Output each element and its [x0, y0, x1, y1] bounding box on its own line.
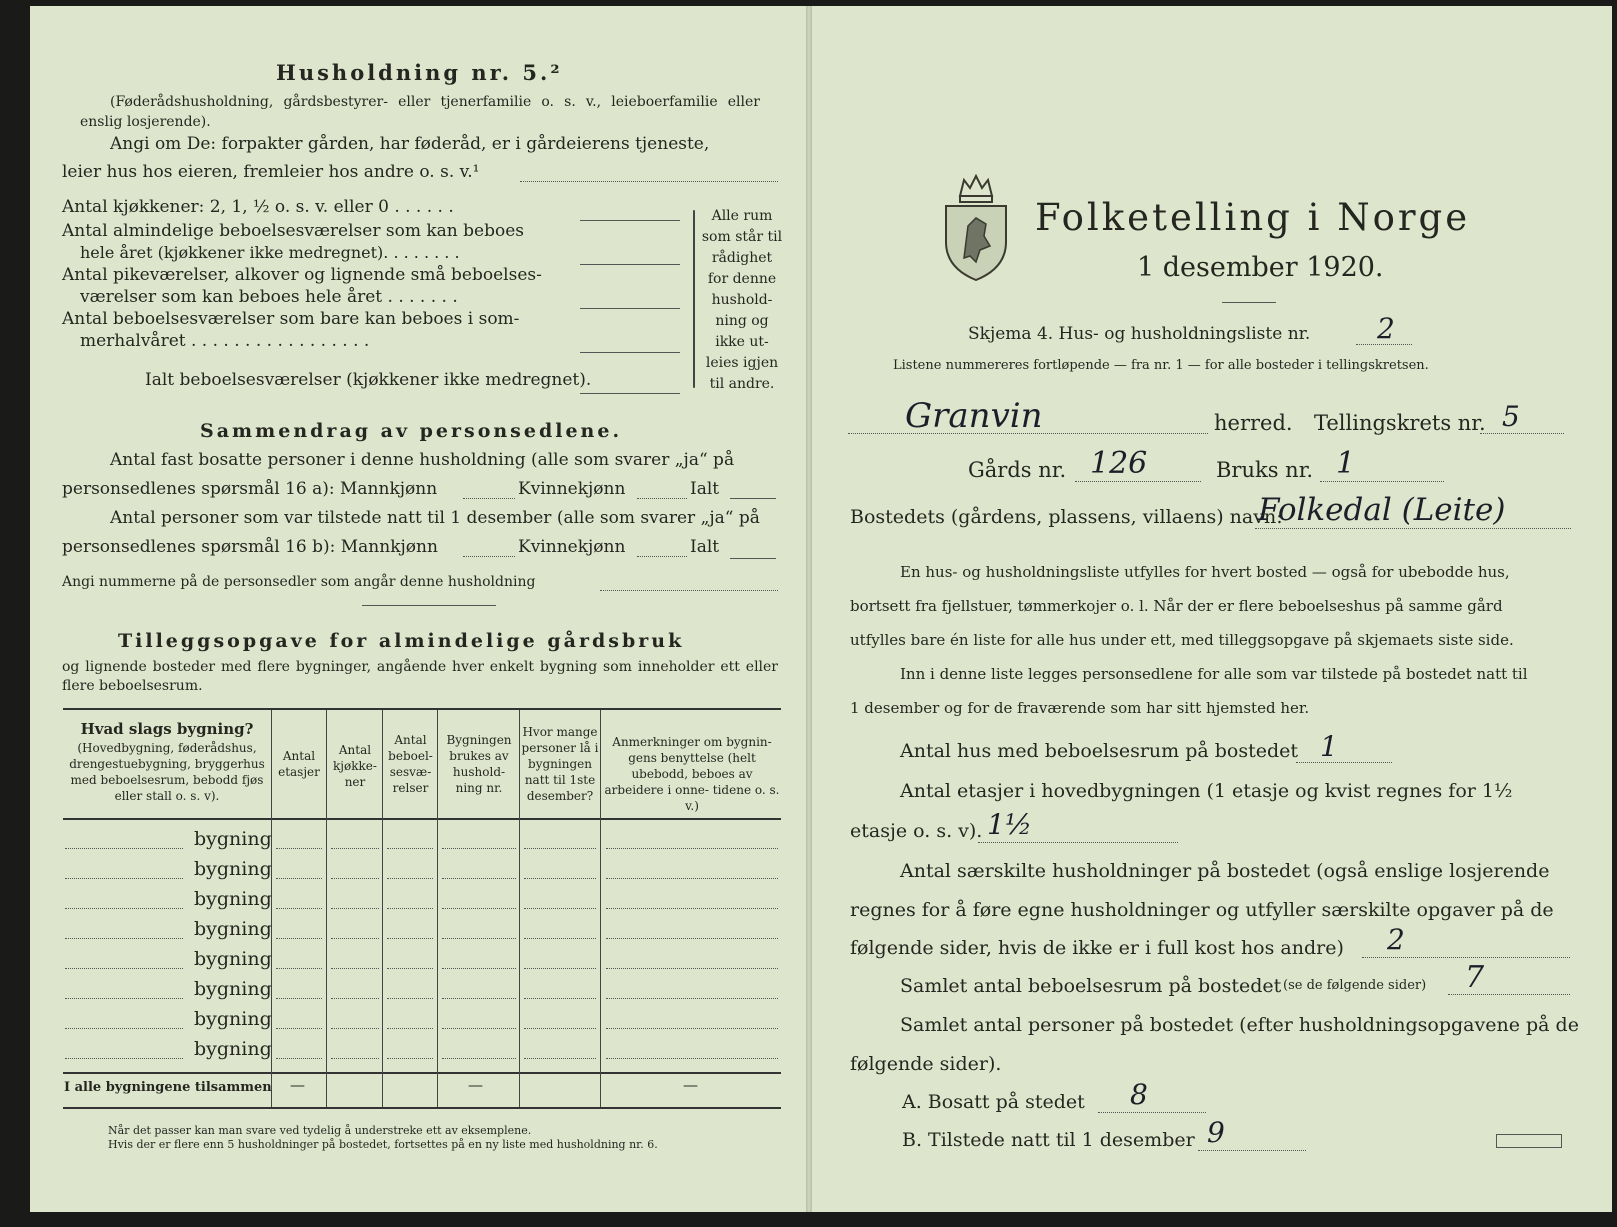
skjema-number: 2	[1377, 312, 1395, 345]
answer-line	[978, 842, 1178, 843]
answer-line	[580, 308, 680, 309]
q-pers-line2: følgende sider).	[850, 1053, 1002, 1075]
rooms-maid-cont: værelser som kan beboes hele året . . . . . . .	[80, 287, 458, 307]
th-building-type: Hvad slags bygning?	[80, 720, 254, 738]
ialt-label: Ialt	[690, 479, 720, 499]
angi-line2: leier hus hos eieren, fremleier hos andre o. s. v.¹	[62, 162, 480, 182]
q-etasjer-line2: etasje o. s. v).	[850, 820, 983, 842]
bygning-cell-line	[387, 848, 433, 849]
bygning-label: bygning	[194, 1038, 272, 1060]
answer-line	[637, 556, 687, 557]
q-bosatt-label: A. Bosatt på stedet	[902, 1091, 1085, 1113]
th-personer: Hvor mange personer lå i bygningen natt til 1ste desember?	[521, 725, 599, 803]
rooms-maid: Antal pikeværelser, alkover og lignende små beboelses-	[62, 265, 542, 285]
q-hush-line2: regnes for å føre egne husholdninger og utfyller særskilte opgaver på de	[850, 899, 1554, 921]
bygning-cell-line	[524, 878, 596, 879]
ialt-label: Ialt	[690, 537, 720, 557]
bygning-cell-line	[387, 908, 433, 909]
bygning-cell-line	[276, 878, 322, 879]
bygning-cell-line	[442, 878, 516, 879]
bygning-label: bygning	[194, 948, 272, 970]
listene-note: Listene nummereres fortløpende — fra nr. 1 — for alle bosteder i tellingskretsen.	[893, 358, 1429, 373]
th-kjokkener: Antal kjøkke- ner	[333, 743, 377, 789]
total-row-label: I alle bygningene tilsammen	[64, 1080, 272, 1095]
answer-line	[848, 433, 1208, 434]
bygning-cell-line	[442, 998, 516, 999]
bygning-cell-line	[606, 1058, 778, 1059]
bruks-value: 1	[1336, 446, 1356, 481]
table-top-rule	[63, 708, 781, 710]
herred-value: Granvin	[905, 396, 1043, 436]
q-rum-note: (se de følgende sider)	[1283, 978, 1427, 993]
bygning-cell-line	[331, 968, 379, 969]
bygning-cell-line	[331, 1058, 379, 1059]
answer-line	[580, 393, 680, 394]
th-anmerkninger: Anmerkninger om bygnin- gens benyttelse (helt ubebodd, beboes av arbeidere i onne- tidene o. s. v.)	[604, 735, 780, 813]
bygning-cell-line	[387, 1028, 433, 1029]
instruction-1: En hus- og husholdningsliste utfylles for hvert bosted — også for ubebodde hus,	[900, 563, 1510, 581]
bygning-cell-line	[524, 848, 596, 849]
summary-line4: personsedlenes spørsmål 16 b): Mannkjønn	[62, 537, 438, 557]
angi-answer-line	[520, 181, 778, 182]
q-etasjer-line1: Antal etasjer i hovedbygningen (1 etasje og kvist regnes for 1½	[900, 780, 1513, 802]
q-hush-line3: følgende sider, hvis de ikke er i full kost hos andre)	[850, 937, 1344, 959]
answer-line	[637, 498, 687, 499]
skjema-label: Skjema 4. Hus- og husholdningsliste nr.	[968, 324, 1311, 344]
bygning-label: bygning	[194, 828, 272, 850]
bygning-cell-line	[524, 998, 596, 999]
printer-stamp	[1496, 1134, 1562, 1148]
bygning-cell-line	[606, 968, 778, 969]
bygning-cell-line	[331, 878, 379, 879]
answer-line	[1098, 1112, 1206, 1113]
rooms-summer: Antal beboelsesværelser som bare kan beboes i som-	[62, 309, 520, 329]
th-etasjer: Antal etasjer	[278, 749, 320, 779]
bygning-cell-line	[606, 848, 778, 849]
bygning-cell-line	[387, 968, 433, 969]
answer-line	[1075, 481, 1201, 482]
summary-title: Sammendrag av personsedlene.	[200, 420, 623, 442]
bygning-name-line	[65, 848, 183, 849]
page-fold	[806, 6, 812, 1212]
bygning-cell-line	[606, 878, 778, 879]
bygning-label: bygning	[194, 918, 272, 940]
bygning-cell-line	[276, 908, 322, 909]
summary-line1: Antal fast bosatte personer i denne husholdning (alle som svarer „ja“ på	[110, 450, 735, 470]
gards-value: 126	[1090, 446, 1148, 481]
bygning-cell-line	[442, 908, 516, 909]
census-title: Folketelling i Norge	[1035, 196, 1471, 239]
summary-line2: personsedlenes spørsmål 16 a): Mannkjønn	[62, 479, 438, 499]
bygning-label: bygning	[194, 858, 272, 880]
q-hus-value: 1	[1320, 730, 1338, 763]
bygning-cell-line	[524, 908, 596, 909]
tillegg-note: og lignende bosteder med flere bygninger, angående hver enkelt bygning som inneholder ett eller flere beboelsesrum.	[62, 659, 778, 694]
q-rum-label: Samlet antal beboelsesrum på bostedet	[900, 975, 1282, 997]
bygning-cell-line	[606, 998, 778, 999]
bygning-cell-line	[331, 998, 379, 999]
tellingskrets-label: Tellingskrets nr.	[1314, 411, 1486, 435]
bygning-cell-line	[524, 1028, 596, 1029]
gards-label: Gårds nr.	[968, 458, 1067, 482]
bostedets-value: Folkedal (Leite)	[1258, 492, 1506, 528]
household-title: Husholdning nr. 5.²	[276, 60, 563, 85]
bygning-name-line	[65, 878, 183, 879]
instruction-4: Inn i denne liste legges personsedlene for alle som var tilstede på bostedet natt til	[900, 665, 1528, 683]
bracket-note: Alle rum som står til rådighet for denne hushold- ning og ikke ut- leies igjen til andre.	[701, 208, 783, 392]
answer-line	[580, 220, 680, 221]
answer-line	[1198, 1150, 1306, 1151]
bygning-cell-line	[276, 968, 322, 969]
bygning-cell-line	[442, 1028, 516, 1029]
bygning-label: bygning	[194, 978, 272, 1000]
bygning-name-line	[65, 998, 183, 999]
bygning-cell-line	[331, 938, 379, 939]
bygning-name-line	[65, 908, 183, 909]
col-divider	[519, 710, 520, 1107]
bygning-cell-line	[442, 1058, 516, 1059]
q-tilstede-label: B. Tilstede natt til 1 desember	[902, 1129, 1195, 1151]
footnote-1: Når det passer kan man svare ved tydelig å understreke ett av eksemplene.	[108, 1124, 532, 1137]
answer-line	[580, 352, 680, 353]
col-divider	[326, 710, 327, 1107]
instruction-5: 1 desember og for de fraværende som har sitt hjemsted her.	[850, 699, 1310, 717]
bygning-label: bygning	[194, 888, 272, 910]
bygning-cell-line	[387, 1058, 433, 1059]
q-tilstede-value: 9	[1207, 1116, 1225, 1149]
bygning-name-line	[65, 1058, 183, 1059]
bygning-cell-line	[331, 1028, 379, 1029]
bygning-cell-line	[524, 1058, 596, 1059]
bygning-cell-line	[524, 968, 596, 969]
bygning-cell-line	[387, 938, 433, 939]
q-hush-value: 2	[1387, 923, 1405, 956]
bygning-cell-line	[331, 908, 379, 909]
bygning-cell-line	[524, 938, 596, 939]
table-total-rule	[63, 1072, 781, 1074]
bygning-cell-line	[331, 848, 379, 849]
q-hus-label: Antal hus med beboelsesrum på bostedet	[900, 740, 1299, 762]
bygning-cell-line	[276, 848, 322, 849]
answer-line	[1356, 344, 1412, 345]
th-beboelsesvaerelser: Antal beboel- sesvæ- relser	[388, 733, 433, 795]
table-bottom-rule	[63, 1107, 781, 1109]
household-note: (Føderådshusholdning, gårdsbestyrer- eller tjenerfamilie o. s. v., leieboerfamilie eller enslig losjerende).	[80, 94, 760, 130]
bostedets-label: Bostedets (gårdens, plassens, villaens) navn:	[850, 506, 1283, 528]
coat-of-arms-icon	[940, 166, 1012, 284]
answer-line	[1255, 528, 1571, 529]
answer-line	[580, 264, 680, 265]
bruks-label: Bruks nr.	[1216, 458, 1314, 482]
bygning-cell-line	[442, 848, 516, 849]
kvinnekjonn-label: Kvinnekjønn	[518, 537, 626, 557]
th-brukes-av: Bygningen brukes av hushold- ning nr.	[446, 733, 512, 795]
section-divider	[362, 605, 496, 606]
bygning-cell-line	[276, 998, 322, 999]
bygning-cell-line	[606, 1028, 778, 1029]
title-divider	[1222, 302, 1276, 303]
kvinnekjonn-label: Kvinnekjønn	[518, 479, 626, 499]
summary-line3: Antal personer som var tilstede natt til 1 desember (alle som svarer „ja“ på	[110, 508, 760, 528]
table-header-rule	[63, 818, 781, 820]
census-date: 1 desember 1920.	[1137, 252, 1384, 283]
tellingskrets-value: 5	[1502, 400, 1520, 433]
total-dash: —	[468, 1076, 483, 1094]
bracket	[693, 210, 695, 388]
answer-line	[463, 556, 515, 557]
q-hush-line1: Antal særskilte husholdninger på bostedet (også enslige losjerende	[900, 860, 1550, 882]
rooms-total: Ialt beboelsesværelser (kjøkkener ikke medregnet).	[145, 370, 592, 390]
answer-line	[1320, 481, 1444, 482]
instruction-3: utfylles bare én liste for alle hus under ett, med tilleggsopgave på skjemaets siste side.	[850, 631, 1514, 649]
bygning-cell-line	[606, 938, 778, 939]
herred-label: herred.	[1214, 411, 1293, 435]
answer-line	[463, 498, 515, 499]
answer-line	[1448, 994, 1570, 995]
bygning-name-line	[65, 1028, 183, 1029]
col-divider	[437, 710, 438, 1107]
q-etasjer-value: 1½	[987, 808, 1032, 841]
rooms-ordinary-cont: hele året (kjøkkener ikke medregnet). . . . . . . .	[80, 243, 460, 262]
q-bosatt-value: 8	[1130, 1078, 1148, 1111]
angi-nummerne: Angi nummerne på de personsedler som angår denne husholdning	[62, 574, 536, 590]
q-rum-value: 7	[1465, 960, 1485, 995]
bygning-cell-line	[387, 878, 433, 879]
bygning-cell-line	[387, 998, 433, 999]
answer-line	[730, 498, 776, 499]
bygning-cell-line	[276, 1028, 322, 1029]
answer-line	[730, 558, 776, 559]
bygning-cell-line	[276, 1058, 322, 1059]
col-divider	[600, 710, 601, 1107]
bygning-name-line	[65, 938, 183, 939]
bygning-cell-line	[442, 938, 516, 939]
bygning-name-line	[65, 968, 183, 969]
total-dash: —	[683, 1076, 698, 1094]
answer-line	[1296, 762, 1392, 763]
rooms-summer-cont: merhalvåret . . . . . . . . . . . . . . . . .	[80, 331, 370, 351]
q-pers-line1: Samlet antal personer på bostedet (efter husholdningsopgavene på de	[900, 1014, 1579, 1036]
answer-line	[1362, 957, 1570, 958]
instruction-2: bortsett fra fjellstuer, tømmerkojer o. l. Når der er flere beboelseshus på samme gård	[850, 597, 1503, 615]
total-dash: —	[290, 1076, 305, 1094]
angi-line1: Angi om De: forpakter gården, har føderåd, er i gårdeierens tjeneste,	[110, 134, 710, 154]
rooms-ordinary: Antal almindelige beboelsesværelser som kan beboes	[62, 221, 524, 241]
rooms-kitchens: Antal kjøkkener: 2, 1, ½ o. s. v. eller 0 . . . . . .	[62, 197, 454, 217]
answer-line	[1480, 433, 1564, 434]
answer-line	[600, 590, 778, 591]
th-building-desc: (Hovedbygning, føderådshus, drengestuebygning, bryggerhus med beboelsesrum, bebodd fjøs eller stall o. s. v).	[69, 741, 265, 803]
tillegg-title: Tilleggsopgave for almindelige gårdsbruk	[118, 630, 685, 652]
bygning-cell-line	[276, 938, 322, 939]
col-divider	[382, 710, 383, 1107]
bygning-cell-line	[606, 908, 778, 909]
left-page	[30, 6, 808, 1212]
bygning-label: bygning	[194, 1008, 272, 1030]
bygning-cell-line	[442, 968, 516, 969]
footnote-2: Hvis der er flere enn 5 husholdninger på bostedet, fortsettes på en ny liste med husholdning nr. 6.	[108, 1138, 658, 1151]
